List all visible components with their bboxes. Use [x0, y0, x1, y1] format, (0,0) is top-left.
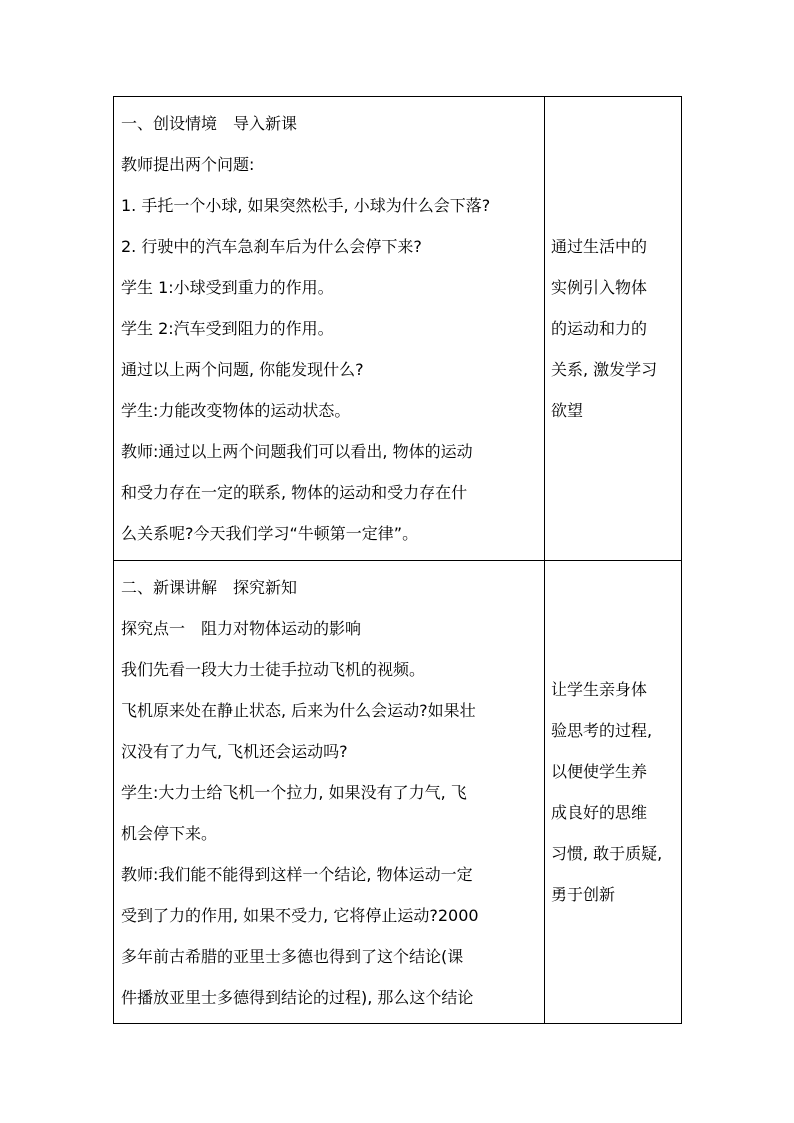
section-note-new-lesson	[545, 561, 682, 1024]
text-line: 飞机原来处在静止状态, 后来为什么会运动?如果壮	[121, 701, 476, 720]
text-line: 教师:通过以上两个问题我们可以看出, 物体的运动	[121, 442, 473, 461]
note-line: 实例引入物体	[551, 278, 648, 297]
section-heading: 一、创设情境 导入新课	[121, 114, 298, 133]
note-line: 通过生活中的	[551, 237, 648, 256]
text-line: 多年前古希腊的亚里士多德也得到了这个结论(课	[121, 947, 464, 966]
text-line: 受到了力的作用, 如果不受力, 它将停止运动?2000	[121, 906, 479, 925]
text-line: 机会停下来。	[121, 824, 218, 843]
text-line: 教师:我们能不能得到这样一个结论, 物体运动一定	[121, 865, 473, 884]
lesson-plan-table	[113, 96, 682, 1024]
text-line: 2. 行驶中的汽车急刹车后为什么会停下来?	[121, 237, 422, 256]
note-line: 欲望	[551, 401, 584, 420]
note-line: 的运动和力的	[551, 319, 648, 338]
text-line: 么关系呢?今天我们学习“牛顿第一定律”。	[121, 524, 419, 543]
note-line: 让学生亲身体	[551, 680, 648, 699]
section-note-intro	[545, 97, 682, 561]
section-content-new-lesson	[114, 561, 545, 1024]
text-line: 我们先看一段大力士徒手拉动飞机的视频。	[121, 660, 426, 679]
section-content-intro	[114, 97, 545, 561]
text-line: 件播放亚里士多德得到结论的过程), 那么这个结论	[121, 988, 474, 1007]
note-line: 关系, 激发学习	[551, 360, 658, 379]
text-line: 汉没有了力气, 飞机还会运动吗?	[121, 742, 348, 761]
note-line: 验思考的过程,	[551, 721, 653, 740]
text-line: 学生 1:小球受到重力的作用。	[121, 278, 334, 297]
text-line: 学生:大力士给飞机一个拉力, 如果没有了力气, 飞	[121, 783, 467, 802]
text-line: 学生:力能改变物体的运动状态。	[121, 401, 351, 420]
text-line: 教师提出两个问题:	[121, 155, 255, 174]
note-line: 勇于创新	[551, 885, 616, 904]
section-row-intro	[114, 97, 682, 561]
text-line: 1. 手托一个小球, 如果突然松手, 小球为什么会下落?	[121, 196, 491, 215]
text-line: 通过以上两个问题, 你能发现什么?	[121, 360, 364, 379]
note-line: 成良好的思维	[551, 803, 648, 822]
text-line: 和受力存在一定的联系, 物体的运动和受力存在什	[121, 483, 468, 502]
note-line: 习惯, 敢于质疑,	[551, 844, 663, 863]
subsection-heading: 探究点一 阻力对物体运动的影响	[121, 619, 362, 638]
section-heading: 二、新课讲解 探究新知	[121, 578, 298, 597]
note-line: 以便使学生养	[551, 762, 648, 781]
section-row-new-lesson	[114, 561, 682, 1024]
text-line: 学生 2:汽车受到阻力的作用。	[121, 319, 334, 338]
